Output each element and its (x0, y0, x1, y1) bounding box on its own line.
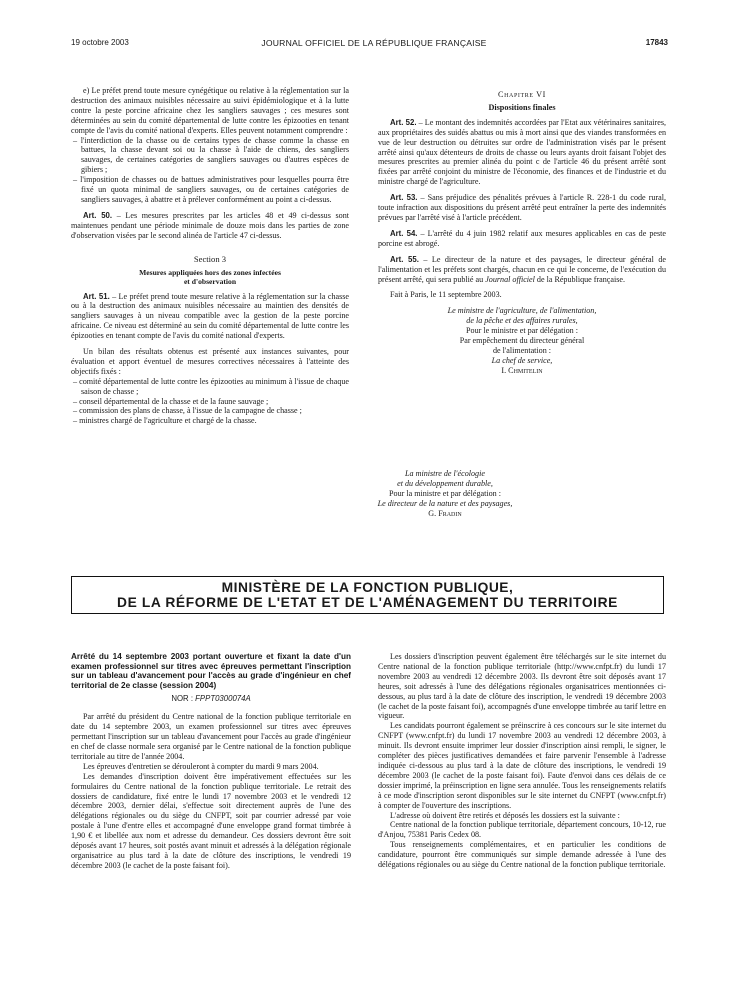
signature-line: de l'alimentation : (492, 345, 552, 355)
article-text-end: de la République française. (534, 274, 626, 284)
paragraph: Les épreuves d'entretien se dérouleront à compter du mardi 9 mars 2004. (83, 761, 319, 771)
bottom-right-column (378, 652, 666, 870)
paragraph: Les candidats pourront également se préinscrire à ces concours sur le site internet du CNFPT (www.cnfpt.fr) du lundi 17 novembre 2003 au vendredi 12 décembre 2003, à minuit. Ils devront ensuite imprimer leur dossier d'inscription ainsi rempli, le signer, le compléter des pièces justificatives demandées et faire parvenir l'ensemble à l'adresse indiquée ci-dessous au plus tard à la date de clôture des inscriptions, le vendredi 19 décembre 2003 (le cachet de la poste faisant foi). Faute d'envoi dans ces délais de ce dossier imprimé, la préinscription en ligne sera annulée. Tous les renseignements relatifs à ce mode d'inscription seront disponibles sur le site internet du CNFPT (www.cnfpt.fr) à compter de l'ouverture des inscriptions. (378, 721, 666, 810)
paragraph: Tous renseignements complémentaires, et en particulier les conditions de candidature, pourront être communiqués sur simple demande adressée à l'une des délégations régionales ou au siège du Centre national de la fonction publique territoriale. (378, 840, 666, 870)
chapter-subtitle: Dispositions finales (488, 102, 556, 112)
section-subtitle-line: et d'observation (183, 277, 237, 286)
section-subtitle-line: Mesures appliquées hors des zones infectées (139, 267, 281, 277)
section-subtitle (71, 268, 349, 287)
article-51-paragraph: Un bilan des résultats obtenus est présenté aux instances suivantes, pour évaluation et apport éventuel de mesures correctives nécessaires à l'atteinte des objectifs fixés : (71, 347, 349, 376)
arrete-title: Arrêté du 14 septembre 2003 portant ouverture et fixant la date d'un examen professionnel sur titres avec épreuves permettant l'inscription sur un tableau d'avancement pour l'accès au grade d'ingénieur en chef territorial de 2e classe (session 2004) (71, 652, 351, 690)
signature-line: Par empêchement du directeur général (459, 336, 585, 346)
list-item: – ministres chargé de l'agriculture et chargé de la chasse. (71, 416, 349, 426)
journal-officiel: Journal officiel (485, 274, 535, 284)
article-text: – Sans préjudice des pénalités prévues à l'article R. 228-1 du code rural, toute infraction aux dispositions du présent arrêté peut entraîner la perte des indemnités prévues par l'arrêté visé à l'article précédent. (378, 193, 666, 222)
article-51 (71, 292, 349, 342)
signature-line: La ministre de l'écologie (405, 469, 485, 478)
article-text: – L'arrêté du 4 juin 1982 relatif aux mesures applicables en cas de peste porcine est abrogé. (378, 228, 666, 248)
list-item: – conseil départemental de la chasse et de la faune sauvage ; (71, 397, 349, 407)
signature-line: et du développement durable, (397, 478, 493, 488)
article-number: Art. 55. (390, 254, 419, 264)
article-53 (378, 193, 666, 223)
paragraph: Par arrêté du président du Centre national de la fonction publique territoriale en date du 14 septembre 2003, un examen professionnel sur titres avec épreuves permettant l'inscription sur un tableau d'avancement pour l'accès au grade d'ingénieur en chef de classe normale sera organisé par le Centre national de la fonction publique territoriale au titre de l'année 2004. (71, 712, 351, 761)
list-instances (71, 377, 349, 427)
article-text: – Les mesures prescrites par les articles 48 et 49 ci-dessus sont maintenues pendant une période minimale de douze mois dans les parties de zone d'observation visées par le second alinéa de l'article 47 ci-dessus. (71, 210, 349, 240)
journal-title: JOURNAL OFFICIEL DE LA RÉPUBLIQUE FRANÇAISE (261, 38, 487, 48)
section-title: Section 3 (193, 253, 227, 264)
signatory-name: I. Chmitelin (501, 365, 543, 375)
nor-label: NOR : (171, 694, 196, 704)
article-text: – Le directeur de la nature et des paysages, le directeur général de l'alimentation et les préfets sont chargés, chacun en ce qui le concerne, de l'exécution du présent arrêté, qui sera publié au (378, 254, 666, 284)
top-left-column (71, 86, 349, 426)
article-text: – Le préfet prend toute mesure relative à la réglementation sur la chasse ou à la destruction des animaux nuisibles nécessaire au maintien des densités de sangliers sauvages à un niveau compatible avec la gestion de la peste porcine africaine. Ce niveau est déterminé au sein du comité départemental de lutte contre les épizooties en tenant compte de l'avis du comité national d'experts. (71, 291, 350, 341)
done-at: Fait à Paris, le 11 septembre 2003. (390, 290, 502, 300)
paragraph: Les demandes d'inscription doivent être impérativement effectuées sur les formulaires du Centre national de la fonction publique territoriale. Le retrait des dossiers de candidature, fixé entre le lundi 17 novembre 2003 et le vendredi 12 décembre 2003, dernier délai, s'effectue soit directement auprès de l'une des délégations régionales ou du siège du CNFPT, soit par courrier adressé par voie postale à l'une d'entre elles et accompagné d'une enveloppe grand format timbrée à 1,90 € et libellée aux nom et adresse du demandeur. Ces dossiers devront être soit déposés avant 17 heures, soit postés avant minuit et adressés à la délégation régionale organisatrice au plus tard à la date de clôture des inscriptions, le vendredi 19 décembre 2003 (le cachet de la poste faisant foi). (71, 771, 351, 870)
list-item: – commission des plans de chasse, à l'issue de la campagne de chasse ; (71, 406, 349, 416)
top-right-column (378, 86, 666, 376)
article-text: – Le montant des indemnités accordées par l'Etat aux vétérinaires sanitaires, aux propriétaires des suidés abattus ou mis à mort ainsi que des viandes transformées en vue de leur destruction ou détruites sur ordre de l'administration visés par le présent arrêté ainsi qu'aux détenteurs de droits de chasse ou leurs ayants droit faisant l'objet des mesures prescrites au premier alinéa du point c de l'article 46 du présent arrêté sont fixées par arrêté conjoint du ministre de l'économie, des finances et de l'industrie et du ministre chargé de l'agriculture. (378, 117, 666, 187)
list-item: – l'interdiction de la chasse ou de certains types de chasse comme la chasse en battues, la chasse devant soi ou la chasse à l'aide de chiens, des sangliers sauvages, de certaines catégories de sangliers sauvages ou d'autres espèces de gibiers ; (71, 136, 349, 176)
bottom-left-column (71, 652, 351, 871)
page-number: 17843 (645, 38, 668, 47)
article-number: Art. 51. (83, 291, 110, 301)
article-50 (71, 211, 349, 241)
signature-line: Le ministre de l'agriculture, de l'alimentation, (447, 306, 597, 316)
article-55 (378, 255, 666, 285)
signature-line: Pour la ministre et par délégation : (389, 488, 501, 498)
article-number: Art. 53. (390, 193, 418, 203)
paragraph: Centre national de la fonction publique territoriale, département concours, 10-12, rue d'Anjou, 75381 Paris Cedex 08. (378, 820, 666, 840)
paragraph: L'adresse où doivent être retirés et déposés les dossiers est la suivante : (390, 810, 620, 820)
list-item: – l'imposition de chasses ou de battues administratives pour lesquelles pourra être fixé un quota minimal de sangliers sauvages, ou de certaines catégories de sangliers sauvages, à abattre et à prélever conformément au point a ci-dessus. (71, 175, 349, 205)
article-54 (378, 229, 666, 249)
signature-line: Pour le ministre et par délégation : (466, 326, 578, 336)
signature-block-1 (378, 306, 666, 375)
signature-line: de la pêche et des affaires rurales, (466, 316, 578, 326)
ministry-line-2: DE LA RÉFORME DE L'ETAT ET DE L'AMÉNAGEMENT DU TERRITOIRE (117, 595, 618, 610)
article-number: Art. 50. (83, 210, 113, 220)
article-number: Art. 52. (390, 117, 417, 127)
paragraph: Les dossiers d'inscription peuvent également être téléchargés sur le site internet du Centre national de la fonction publique territoriale (http://www.cnfpt.fr) du lundi 17 novembre 2003 au vendredi 12 décembre 2003. Ils devront être soit déposés avant 17 heures, soit adressés à l'une des délégations régionales organisatrices mentionnées ci-dessous, au plus tard à la date de clôture des inscription, le vendredi 19 décembre 2003 (le cachet de la poste faisant foi), accompagnés d'une enveloppe timbrée au tarif lettre en vigueur. (378, 652, 666, 721)
list-item: – comité départemental de lutte contre les épizooties au minimum à l'issue de chaque saison de chasse ; (71, 377, 349, 397)
header-date: 19 octobre 2003 (71, 38, 129, 47)
article-52 (378, 118, 666, 187)
nor-code: FPPT0300074A (195, 694, 251, 704)
signature-line: Le directeur de la nature et des paysages, (377, 498, 513, 508)
signature-block-2 (330, 469, 560, 519)
signature-line: La chef de service, (491, 355, 553, 365)
article-number: Art. 54. (390, 228, 418, 238)
signatory-name: G. Fradin (428, 508, 462, 518)
list-e (71, 136, 349, 205)
chapter-title: Chapitre VI (498, 90, 546, 99)
ministry-heading-box (71, 576, 664, 614)
paragraph-e: e) Le préfet prend toute mesure cynégétique ou relative à la réglementation sur la destruction des animaux nuisibles nécessaire au suivi épidémiologique et à la lutte contre la peste porcine africaine chez les sangliers sauvages ; ces mesures sont déterminées au sein du comité départemental de lutte contre les épizooties en tenant compte de l'avis du comité national d'experts. Elles peuvent notamment comprendre : (71, 86, 349, 135)
nor-reference (71, 694, 351, 704)
ministry-line-1: MINISTÈRE DE LA FONCTION PUBLIQUE, (221, 580, 514, 595)
